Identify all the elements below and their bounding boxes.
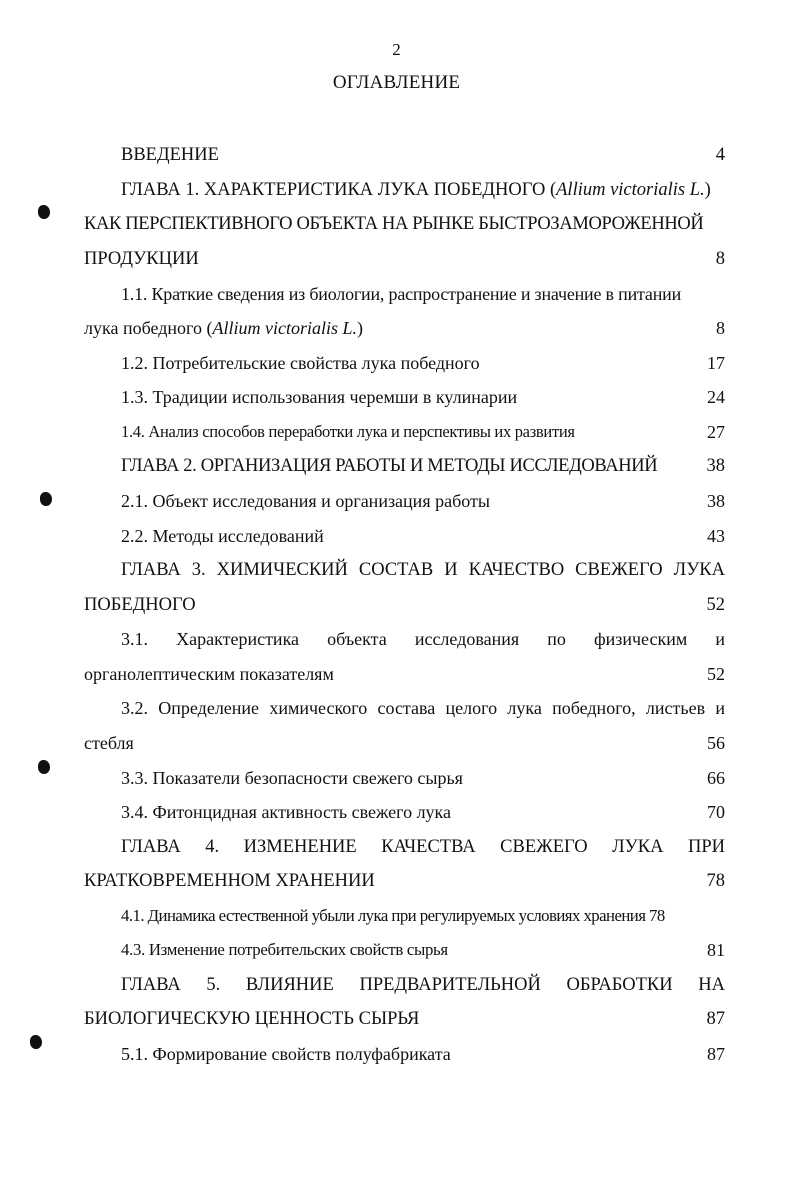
toc-entry-page: 27 bbox=[707, 422, 725, 442]
toc-entry-text: стебля bbox=[84, 733, 134, 753]
toc-entry-text: КАК ПЕРСПЕКТИВНОГО ОБЪЕКТА НА РЫНКЕ БЫСТРОЗАМОРОЖЕННОЙ bbox=[84, 214, 704, 234]
toc-entry[interactable] bbox=[84, 1004, 729, 1034]
binding-hole-mark bbox=[38, 760, 50, 774]
toc-entry-text: ГЛАВА 1. ХАРАКТЕРИСТИКА ЛУКА ПОБЕДНОГО (Allium victorialis L.) bbox=[121, 180, 711, 200]
toc-entry[interactable] bbox=[84, 348, 729, 378]
binding-hole-mark bbox=[38, 205, 50, 219]
toc-entry-page: 38 bbox=[707, 491, 725, 511]
toc-entry[interactable] bbox=[84, 659, 729, 689]
toc-entry-text: лука победного (Allium victorialis L.) bbox=[84, 318, 363, 338]
toc-entry[interactable] bbox=[84, 209, 729, 239]
toc-entry-text: ГЛАВА 5. ВЛИЯНИЕ ПРЕДВАРИТЕЛЬНОЙ ОБРАБОТКИ НА bbox=[121, 975, 725, 995]
toc-entry[interactable] bbox=[84, 1039, 729, 1069]
toc-entry-page: 81 bbox=[707, 940, 725, 960]
binding-hole-mark bbox=[40, 492, 52, 506]
toc-entry[interactable] bbox=[84, 693, 729, 723]
toc-entry[interactable] bbox=[84, 313, 729, 343]
toc-entry[interactable] bbox=[84, 175, 729, 205]
toc-entry[interactable] bbox=[84, 382, 729, 412]
toc-entry-text: ГЛАВА 3. ХИМИЧЕСКИЙ СОСТАВ И КАЧЕСТВО СВЕЖЕГО ЛУКА bbox=[121, 560, 725, 580]
toc-entry-text: 2.1. Объект исследования и организация работы bbox=[121, 491, 490, 511]
toc-entry-text: ПОБЕДНОГО bbox=[84, 595, 196, 615]
toc-entry-text: ГЛАВА 4. ИЗМЕНЕНИЕ КАЧЕСТВА СВЕЖЕГО ЛУКА ПРИ bbox=[121, 837, 725, 857]
binding-hole-mark bbox=[30, 1035, 42, 1049]
toc-entry-text: органолептическим показателям bbox=[84, 664, 334, 684]
toc-entry-text: 4.3. Изменение потребительских свойств сырья bbox=[121, 940, 448, 959]
toc-entry[interactable] bbox=[84, 901, 729, 931]
toc-entry[interactable] bbox=[84, 832, 729, 862]
toc-entry-page: 87 bbox=[707, 1044, 725, 1064]
page-title: ОГЛАВЛЕНИЕ bbox=[332, 72, 461, 93]
toc-entry[interactable] bbox=[84, 417, 729, 447]
toc-entry[interactable] bbox=[84, 763, 729, 793]
toc-entry[interactable] bbox=[84, 486, 729, 516]
toc-entry-page: 52 bbox=[706, 595, 725, 615]
toc-entry-text: 3.1. Характеристика объекта исследования по физическим и bbox=[121, 629, 725, 649]
toc-entry-text: 3.2. Определение химического состава целого лука победного, листьев и bbox=[121, 698, 725, 718]
toc-entry-text: 1.1. Краткие сведения из биологии, распространение и значение в питании bbox=[121, 284, 681, 304]
toc-entry-page: 56 bbox=[707, 733, 725, 753]
toc-entry-text: 1.3. Традиции использования черемши в кулинарии bbox=[121, 387, 518, 407]
toc-entry-text: 4.1. Динамика естественной убыли лука при регулируемых условиях хранения 78 bbox=[121, 906, 665, 925]
toc-entry-text: 2.2. Методы исследований bbox=[121, 526, 324, 546]
toc-entry[interactable] bbox=[84, 244, 729, 274]
toc-entry-page: 66 bbox=[707, 768, 725, 788]
toc-entry-page: 87 bbox=[706, 1009, 725, 1029]
toc-entry-page: 78 bbox=[706, 871, 725, 891]
toc-entry-text: ВВЕДЕНИЕ bbox=[121, 145, 219, 165]
toc-entry-page: 52 bbox=[707, 664, 725, 684]
toc-entry-page: 43 bbox=[707, 526, 725, 546]
toc-entry-text: КРАТКОВРЕМЕННОМ ХРАНЕНИИ bbox=[84, 871, 375, 891]
toc-entry[interactable] bbox=[84, 935, 729, 965]
toc-entry-page: 24 bbox=[707, 387, 725, 407]
toc-entry-text: ПРОДУКЦИИ bbox=[84, 249, 199, 269]
toc-entry[interactable] bbox=[84, 555, 729, 585]
toc-entry-text: ГЛАВА 2. ОРГАНИЗАЦИЯ РАБОТЫ И МЕТОДЫ ИССЛЕДОВАНИЙ bbox=[121, 456, 658, 476]
toc-entry-text: 1.2. Потребительские свойства лука победного bbox=[121, 353, 480, 373]
toc-entry-page: 8 bbox=[715, 249, 725, 269]
toc-entry-page: 38 bbox=[706, 456, 725, 476]
toc-entry[interactable] bbox=[84, 728, 729, 758]
toc-entry-page: 17 bbox=[707, 353, 725, 373]
toc-entry[interactable] bbox=[84, 279, 729, 309]
toc-entry-page: 4 bbox=[715, 145, 725, 165]
toc-entry-text: 3.3. Показатели безопасности свежего сырья bbox=[121, 768, 463, 788]
toc-entry-text: 3.4. Фитонцидная активность свежего лука bbox=[121, 802, 452, 822]
toc-entry-text: 5.1. Формирование свойств полуфабриката bbox=[121, 1044, 451, 1064]
page-number: 2 bbox=[392, 40, 401, 59]
toc-entry-text: 1.4. Анализ способов переработки лука и перспективы их развития bbox=[121, 422, 575, 441]
toc-entry[interactable] bbox=[84, 624, 729, 654]
toc-entry-page: 8 bbox=[716, 318, 725, 338]
toc-entry[interactable] bbox=[84, 521, 729, 551]
toc-entry[interactable] bbox=[84, 866, 729, 896]
toc-entry[interactable] bbox=[84, 590, 729, 620]
toc-entry[interactable] bbox=[84, 797, 729, 827]
toc-entry[interactable] bbox=[84, 451, 729, 481]
toc-entry[interactable] bbox=[84, 970, 729, 1000]
toc-entry-text: БИОЛОГИЧЕСКУЮ ЦЕННОСТЬ СЫРЬЯ bbox=[84, 1009, 420, 1029]
toc-entry-page: 70 bbox=[707, 802, 725, 822]
toc-entry[interactable] bbox=[84, 140, 729, 170]
